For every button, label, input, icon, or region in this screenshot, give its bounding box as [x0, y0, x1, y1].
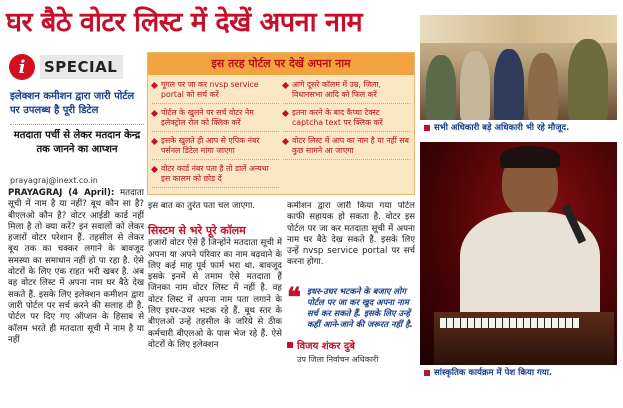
info-i-icon: i — [9, 54, 35, 80]
article-column-1 — [8, 188, 144, 406]
infobox-left-list — [152, 80, 279, 192]
subhead: सिस्टम से भरे पूरे कॉलम — [148, 224, 246, 237]
reporter-email[interactable]: prayagraj@inext.co.in — [10, 176, 98, 185]
photo1-caption: सभी अधिकारी बड़े अधिकारी भी रहे मौजूद. — [420, 120, 617, 137]
quote-mark-icon: ❝ — [287, 283, 301, 313]
performer-photo — [420, 142, 617, 365]
article-column-3: कमीशन द्वारा जारी किया गया पोर्टल काफी सहायक हो सकता है. वोटर इस पोर्टल पर जा कर मतदाता सूची में अपना नाम घर बैठे देख सकते हैं. इसके लिए उन्हें nvsp service portal पर सर्च करना होगा. — [287, 201, 415, 268]
infobox-step: आगे दूसरे कॉलम में उम्र, जिला, विधानसभा आदि को फिल करें — [283, 80, 410, 104]
infobox-step: इसके खुलते ही आप से एपिक नंबर पर्सनल डिटेल मांगा जाएगा — [152, 136, 279, 160]
diamond-bullet-icon — [151, 138, 158, 145]
performer-hair — [500, 146, 560, 168]
how-to-infobox — [147, 52, 415, 195]
diamond-bullet-icon — [282, 82, 289, 89]
infobox-step: वोटर कार्ड नंबर पता है तो डालें अन्यथा इस कालम को छोड़ दें — [152, 164, 279, 188]
diamond-bullet-icon — [282, 138, 289, 145]
seated-official — [494, 49, 524, 120]
article-text-2a: इस बात का तुरंत पता चल जाएगा. — [148, 201, 256, 211]
deck-secondary: मतदाता पर्ची से लेकर मतदान केन्द्र तक जानने का आप्शन — [10, 124, 144, 157]
article-text-2b: हजारों वोटर ऐसे हैं जिन्होंने मतदाता सूची में अपना या अपने परिवार का नाम बढ़वाने के लिए कई माह पूर्व फार्म भरा था. बावजूद इसके इनमें से तमाम ऐसे मतदाता हैं जिनका नाम वोटर लिस्ट में नहीं है. वह वोटर लिस्ट में अपना नाम पता लगाने के लिए इधर-उधर भटक रहे हैं. बूथ स्तर के बीएलओ उन्हें तहसील के जरिये से ठीक कर्मचारी बीएलओ के पास भेज रहे हैं. ऐसे वोटरों के लिए इलेक्शन — [148, 238, 282, 350]
standing-official — [568, 39, 608, 120]
quote-text: इधर-उधर भटकने के बजाए लोग पोर्टल पर जा कर खुद अपना नाम सर्च कर सकते हैं. इसके लिए उन्हें कहीं आने-जाने की जरूरत नहीं है. — [307, 286, 413, 329]
seated-official — [460, 51, 490, 120]
special-label: SPECIAL — [40, 55, 123, 79]
quote-byline: विजय शंकर दुबे — [287, 338, 415, 352]
pull-quote — [287, 283, 415, 365]
seated-official — [426, 55, 456, 120]
special-tag — [9, 52, 139, 82]
headline: घर बैठे वोटर लिस्ट में देखें अपना नाम — [6, 7, 363, 38]
article-text-1: मतदाता सूची में नाम है या नहीं? बूथ कौन सा है? बीएलओ कौन है? वोटर आईडी कार्ड नहीं मिला है तो क्या करें? इन सवालों को लेकर हजारों वोटर परेशान हैं. तहसील से लेकर बूथ तक का चक्कर लगाने के बावजूद समस्या का समाधान नहीं हो पा रहा है. ऐसे वोटरों के लिए एक राहत भरी खबर है. अब वह वोटर लिस्ट में अपना नाम घर बैठे देख सकते हैं. इसके लिए इलेक्शन कमीशन द्वारा जारी पोर्टल पर सर्च करने की सलाह दी है. पोर्टल पर दिए गए ऑप्शन के हिसाब से कॉलम भरते ही मतदाता सूची में नाम है या नहीं — [8, 188, 144, 345]
photo2-caption: सांस्कृतिक कार्यक्रम में पेश किया गया. — [420, 365, 617, 381]
infobox-step: इतना करने के बाद कैप्चा टेक्स्ट captcha text पर क्लिक करें — [283, 108, 410, 132]
dateline: PRAYAGRAJ (4 April): — [8, 188, 115, 198]
quote-role: उप जिला निर्वाचन अधिकारी — [297, 355, 379, 364]
seated-official — [528, 53, 558, 120]
officials-photo — [420, 15, 617, 120]
deck-primary: इलेक्शन कमीशन द्वारा जारी पोर्टल पर उपलब्ध है पूरी डिटेल — [10, 91, 135, 116]
infobox-right-list — [283, 80, 410, 192]
infobox-step: वोटर लिस्ट में आप का नाम है या नहीं सब कुछ सामने आ जाएगा — [283, 136, 410, 160]
harmonium-keys — [440, 318, 580, 328]
infobox-title: इस तरह पोर्टल पर देखें अपना नाम — [148, 53, 414, 75]
diamond-bullet-icon — [151, 166, 158, 173]
diamond-bullet-icon — [151, 82, 158, 89]
diamond-bullet-icon — [151, 110, 158, 117]
diamond-bullet-icon — [282, 110, 289, 117]
infobox-step: पोर्टल के खुलने पर सर्च वोटर नेम इलेक्ट्रोल रोल को क्लिक करें — [152, 108, 279, 132]
infobox-step: गूगल पर जा कर nvsp service portal को सर्च करें — [152, 80, 279, 104]
